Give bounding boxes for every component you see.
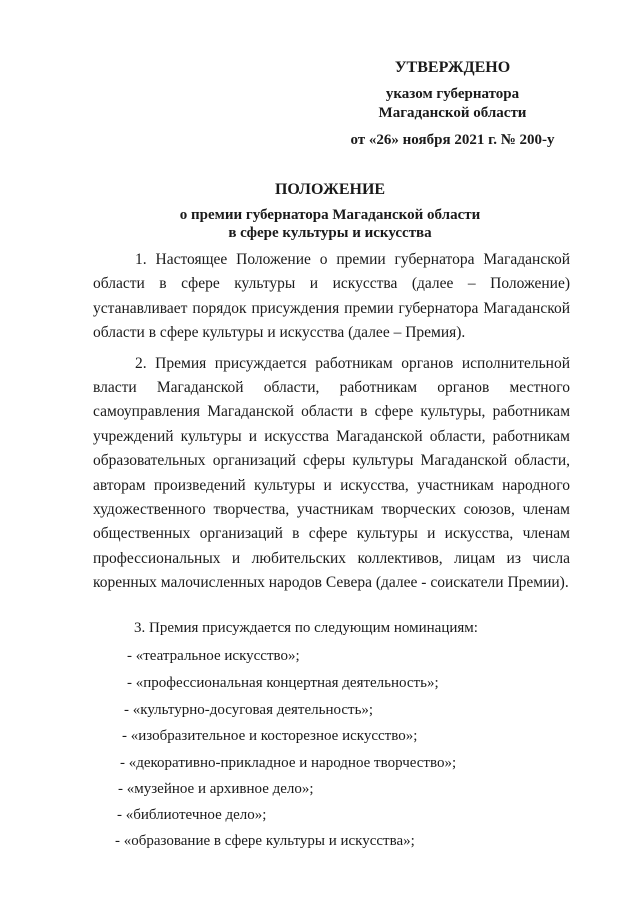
document-heading	[80, 180, 580, 242]
nomination-item: - «культурно-досуговая деятельность»;	[124, 702, 374, 718]
document-subtitle-1: о премии губернатора Магаданской области	[179, 207, 481, 223]
nomination-item: - «образование в сфере культуры и искусства»;	[115, 833, 415, 849]
nominations-title: 3. Премия присуждается по следующим номинациям:	[134, 620, 478, 636]
approval-line-1: указом губернатора	[385, 86, 520, 102]
nomination-item: - «профессиональная концертная деятельность»;	[127, 675, 439, 691]
nomination-item: - «изобразительное и косторезное искусство»;	[122, 728, 418, 744]
approval-line-2: Магаданской области	[378, 105, 527, 121]
approval-title: УТВЕРЖДЕНО	[394, 59, 511, 76]
document-title: ПОЛОЖЕНИЕ	[274, 181, 386, 198]
paragraph-1: 1. Настоящее Положение о премии губернатора Магаданской области в сфере культуры и искусства (далее – Положение) устанавливает порядок присуждения премии губернатора Магаданской области в сфере культуры и искусства (далее – Премия).	[93, 251, 570, 342]
approval-stamp	[330, 58, 575, 150]
paragraph-2: 2. Премия присуждается работникам органов исполнительной власти Магаданской области, работникам органов местного самоуправления Магаданской области в сфере культуры, работникам учреждений культуры и искусства Магаданской области, работникам образовательных организаций сферы культуры Магаданской области, авторам произведений культуры и искусства, участникам народного художественного творчества, участникам творческих союзов, членам общественных организаций в сфере культуры и искусства, членам профессиональных и любительских коллективов, лицам из числа коренных малочисленных народов Севера (далее - соискатели Премии).	[93, 354, 570, 592]
approval-line-3: от «26» ноября 2021 г. № 200-у	[350, 132, 555, 148]
document-subtitle-2: в сфере культуры и искусства	[228, 225, 432, 241]
nomination-item: - «музейное и архивное дело»;	[118, 781, 314, 797]
nomination-item: - «театральное искусство»;	[127, 648, 300, 664]
nomination-item: - «библиотечное дело»;	[117, 807, 267, 823]
nomination-item: - «декоративно-прикладное и народное творчество»;	[120, 755, 457, 771]
document-body	[93, 248, 570, 596]
